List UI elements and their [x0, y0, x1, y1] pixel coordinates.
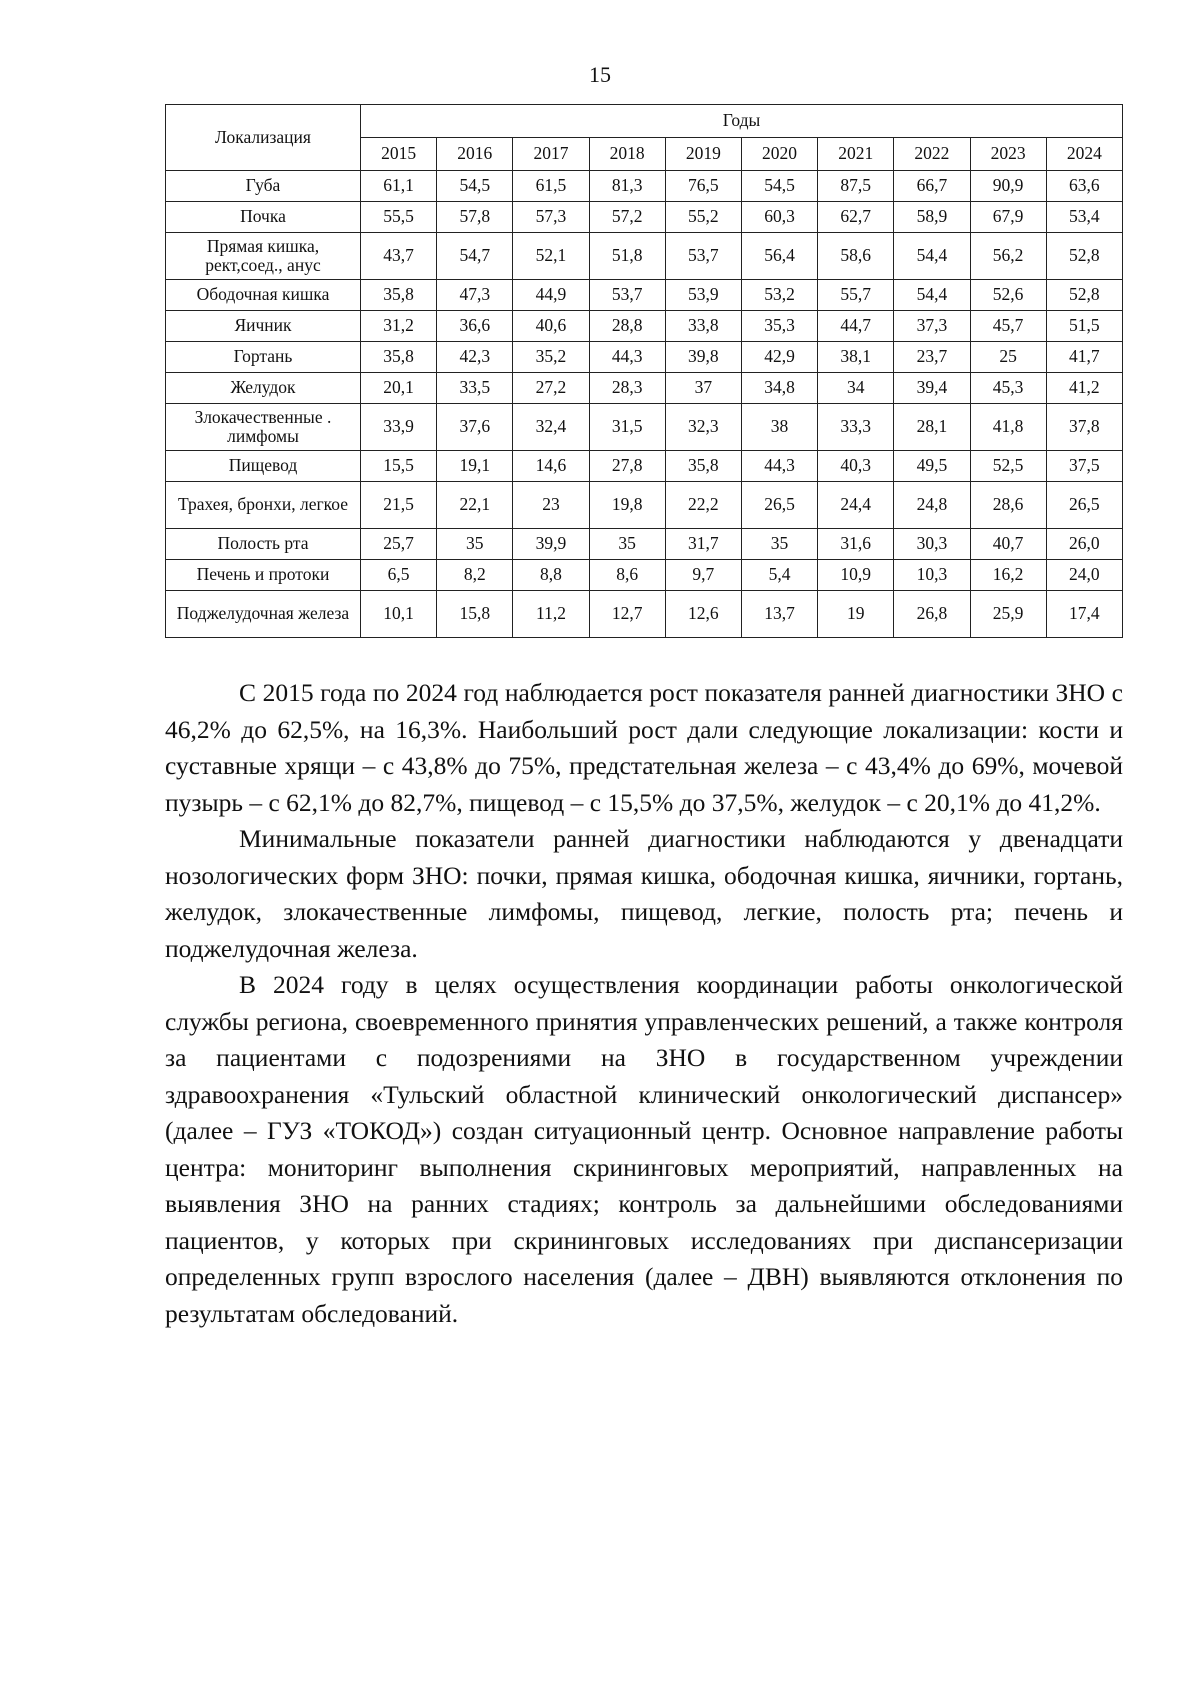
year-header: 2018	[589, 138, 665, 171]
value-cell: 57,2	[589, 202, 665, 233]
table-row	[166, 342, 1123, 373]
value-cell: 44,7	[818, 311, 894, 342]
value-cell: 20,1	[361, 373, 437, 404]
value-cell: 17,4	[1046, 591, 1122, 638]
value-cell: 19,1	[437, 451, 513, 482]
value-cell: 76,5	[665, 171, 741, 202]
year-header: 2015	[361, 138, 437, 171]
value-cell: 23,7	[894, 342, 970, 373]
localization-cell: Желудок	[166, 373, 361, 404]
year-header: 2017	[513, 138, 589, 171]
value-cell: 56,4	[741, 233, 817, 280]
value-cell: 35,8	[665, 451, 741, 482]
value-cell: 39,4	[894, 373, 970, 404]
year-header: 2019	[665, 138, 741, 171]
value-cell: 26,8	[894, 591, 970, 638]
value-cell: 40,7	[970, 529, 1046, 560]
value-cell: 37,8	[1046, 404, 1122, 451]
value-cell: 56,2	[970, 233, 1046, 280]
value-cell: 6,5	[361, 560, 437, 591]
value-cell: 44,3	[589, 342, 665, 373]
value-cell: 51,8	[589, 233, 665, 280]
table-row	[166, 591, 1123, 638]
value-cell: 32,3	[665, 404, 741, 451]
value-cell: 16,2	[970, 560, 1046, 591]
table-row	[166, 280, 1123, 311]
value-cell: 37	[665, 373, 741, 404]
value-cell: 51,5	[1046, 311, 1122, 342]
value-cell: 26,5	[741, 482, 817, 529]
value-cell: 49,5	[894, 451, 970, 482]
value-cell: 35	[741, 529, 817, 560]
value-cell: 27,2	[513, 373, 589, 404]
value-cell: 25	[970, 342, 1046, 373]
value-cell: 11,2	[513, 591, 589, 638]
value-cell: 37,3	[894, 311, 970, 342]
value-cell: 19	[818, 591, 894, 638]
value-cell: 55,2	[665, 202, 741, 233]
early-diagnosis-table	[165, 104, 1123, 638]
localization-header: Локализация	[166, 105, 361, 171]
value-cell: 43,7	[361, 233, 437, 280]
value-cell: 9,7	[665, 560, 741, 591]
value-cell: 8,2	[437, 560, 513, 591]
value-cell: 41,2	[1046, 373, 1122, 404]
value-cell: 21,5	[361, 482, 437, 529]
value-cell: 33,5	[437, 373, 513, 404]
value-cell: 35,8	[361, 342, 437, 373]
value-cell: 90,9	[970, 171, 1046, 202]
value-cell: 45,3	[970, 373, 1046, 404]
value-cell: 12,7	[589, 591, 665, 638]
table-row	[166, 451, 1123, 482]
value-cell: 53,9	[665, 280, 741, 311]
value-cell: 24,0	[1046, 560, 1122, 591]
value-cell: 28,8	[589, 311, 665, 342]
value-cell: 8,6	[589, 560, 665, 591]
value-cell: 35	[437, 529, 513, 560]
value-cell: 53,2	[741, 280, 817, 311]
localization-cell: Ободочная кишка	[166, 280, 361, 311]
table-row	[166, 373, 1123, 404]
value-cell: 62,7	[818, 202, 894, 233]
year-header: 2020	[741, 138, 817, 171]
value-cell: 44,3	[741, 451, 817, 482]
table-row	[166, 233, 1123, 280]
table-row	[166, 560, 1123, 591]
value-cell: 47,3	[437, 280, 513, 311]
value-cell: 60,3	[741, 202, 817, 233]
value-cell: 33,9	[361, 404, 437, 451]
table-row	[166, 482, 1123, 529]
localization-cell: Пищевод	[166, 451, 361, 482]
value-cell: 14,6	[513, 451, 589, 482]
value-cell: 23	[513, 482, 589, 529]
value-cell: 27,8	[589, 451, 665, 482]
value-cell: 36,6	[437, 311, 513, 342]
value-cell: 52,8	[1046, 233, 1122, 280]
value-cell: 58,6	[818, 233, 894, 280]
year-header: 2022	[894, 138, 970, 171]
value-cell: 58,9	[894, 202, 970, 233]
value-cell: 54,5	[741, 171, 817, 202]
value-cell: 31,7	[665, 529, 741, 560]
value-cell: 15,5	[361, 451, 437, 482]
value-cell: 41,7	[1046, 342, 1122, 373]
paragraph-situation-center: В 2024 году в целях осуществления координации работы онкологической службы региона, своевременного принятия управленческих решений, а также контроля за пациентами с подозрениями на ЗНО в государственном учреждении здравоохранения «Тульский областной клинический онкологический диспансер» (далее – ГУЗ «ТОКОД») создан ситуационный центр. Основное направление работы центра: мониторинг выполнения скрининговых мероприятий, направленных на выявления ЗНО на ранних стадиях; контроль за дальнейшими обследованиями пациентов, у которых при скрининговых исследованиях при диспансеризации определенных групп взрослого населения (далее – ДВН) выявляются отклонения по результатам обследований.	[165, 970, 1123, 1328]
localization-cell: Печень и протоки	[166, 560, 361, 591]
value-cell: 25,9	[970, 591, 1046, 638]
value-cell: 25,7	[361, 529, 437, 560]
value-cell: 63,6	[1046, 171, 1122, 202]
value-cell: 42,9	[741, 342, 817, 373]
page-number: 15	[589, 62, 611, 87]
table-row	[166, 171, 1123, 202]
year-header: 2024	[1046, 138, 1122, 171]
value-cell: 39,8	[665, 342, 741, 373]
paragraph-minimal-rates: Минимальные показатели ранней диагностики наблюдаются у двенадцати нозологических форм ЗНО: почки, прямая кишка, ободочная кишка, яичники, гортань, желудок, злокачественные лимфомы, пищевод, легкие, полость рта; печень и поджелудочная железа.	[165, 824, 1123, 963]
value-cell: 15,8	[437, 591, 513, 638]
value-cell: 52,6	[970, 280, 1046, 311]
value-cell: 55,7	[818, 280, 894, 311]
value-cell: 26,5	[1046, 482, 1122, 529]
value-cell: 40,3	[818, 451, 894, 482]
value-cell: 52,8	[1046, 280, 1122, 311]
value-cell: 55,5	[361, 202, 437, 233]
value-cell: 40,6	[513, 311, 589, 342]
value-cell: 87,5	[818, 171, 894, 202]
localization-cell: Губа	[166, 171, 361, 202]
value-cell: 28,1	[894, 404, 970, 451]
value-cell: 28,6	[970, 482, 1046, 529]
value-cell: 8,8	[513, 560, 589, 591]
table-header-row	[166, 105, 1123, 138]
value-cell: 53,7	[665, 233, 741, 280]
value-cell: 52,1	[513, 233, 589, 280]
value-cell: 38,1	[818, 342, 894, 373]
value-cell: 10,1	[361, 591, 437, 638]
value-cell: 31,6	[818, 529, 894, 560]
localization-cell: Гортань	[166, 342, 361, 373]
year-header: 2023	[970, 138, 1046, 171]
table-row	[166, 202, 1123, 233]
localization-cell: Трахея, бронхи, легкое	[166, 482, 361, 529]
value-cell: 54,4	[894, 280, 970, 311]
value-cell: 10,9	[818, 560, 894, 591]
value-cell: 24,4	[818, 482, 894, 529]
value-cell: 52,5	[970, 451, 1046, 482]
value-cell: 57,3	[513, 202, 589, 233]
localization-cell: Прямая кишка, рект,соед., анус	[166, 233, 361, 280]
value-cell: 28,3	[589, 373, 665, 404]
value-cell: 54,7	[437, 233, 513, 280]
value-cell: 54,5	[437, 171, 513, 202]
localization-cell: Почка	[166, 202, 361, 233]
body-text	[165, 675, 1123, 1332]
value-cell: 35,3	[741, 311, 817, 342]
year-header: 2016	[437, 138, 513, 171]
value-cell: 22,1	[437, 482, 513, 529]
value-cell: 57,8	[437, 202, 513, 233]
value-cell: 33,3	[818, 404, 894, 451]
value-cell: 22,2	[665, 482, 741, 529]
value-cell: 35	[589, 529, 665, 560]
value-cell: 31,2	[361, 311, 437, 342]
value-cell: 38	[741, 404, 817, 451]
value-cell: 31,5	[589, 404, 665, 451]
value-cell: 61,1	[361, 171, 437, 202]
value-cell: 10,3	[894, 560, 970, 591]
value-cell: 34,8	[741, 373, 817, 404]
localization-cell: Поджелудочная железа	[166, 591, 361, 638]
value-cell: 53,7	[589, 280, 665, 311]
table-row	[166, 529, 1123, 560]
value-cell: 35,8	[361, 280, 437, 311]
value-cell: 5,4	[741, 560, 817, 591]
value-cell: 67,9	[970, 202, 1046, 233]
value-cell: 37,6	[437, 404, 513, 451]
value-cell: 81,3	[589, 171, 665, 202]
table-row	[166, 311, 1123, 342]
value-cell: 44,9	[513, 280, 589, 311]
table-body	[166, 171, 1123, 638]
value-cell: 19,8	[589, 482, 665, 529]
value-cell: 42,3	[437, 342, 513, 373]
value-cell: 53,4	[1046, 202, 1122, 233]
value-cell: 35,2	[513, 342, 589, 373]
value-cell: 30,3	[894, 529, 970, 560]
value-cell: 13,7	[741, 591, 817, 638]
table-row	[166, 404, 1123, 451]
year-header: 2021	[818, 138, 894, 171]
value-cell: 41,8	[970, 404, 1046, 451]
years-header: Годы	[361, 105, 1123, 138]
value-cell: 37,5	[1046, 451, 1122, 482]
localization-cell: Полость рта	[166, 529, 361, 560]
value-cell: 54,4	[894, 233, 970, 280]
value-cell: 24,8	[894, 482, 970, 529]
value-cell: 34	[818, 373, 894, 404]
value-cell: 39,9	[513, 529, 589, 560]
value-cell: 32,4	[513, 404, 589, 451]
value-cell: 12,6	[665, 591, 741, 638]
paragraph-growth: С 2015 года по 2024 год наблюдается рост показателя ранней диагностики ЗНО с 46,2% до 62,5%, на 16,3%. Наибольший рост дали следующие локализации: кости и суставные хрящи – с 43,8% до 75%, предстательная железа – с 43,4% до 69%, мочевой пузырь – с 62,1% до 82,7%, пищевод – с 15,5% до 37,5%, желудок – с 20,1% до 41,2%.	[165, 678, 1123, 817]
value-cell: 61,5	[513, 171, 589, 202]
value-cell: 33,8	[665, 311, 741, 342]
localization-cell: Злокачественные . лимфомы	[166, 404, 361, 451]
value-cell: 45,7	[970, 311, 1046, 342]
value-cell: 66,7	[894, 171, 970, 202]
localization-cell: Яичник	[166, 311, 361, 342]
value-cell: 26,0	[1046, 529, 1122, 560]
